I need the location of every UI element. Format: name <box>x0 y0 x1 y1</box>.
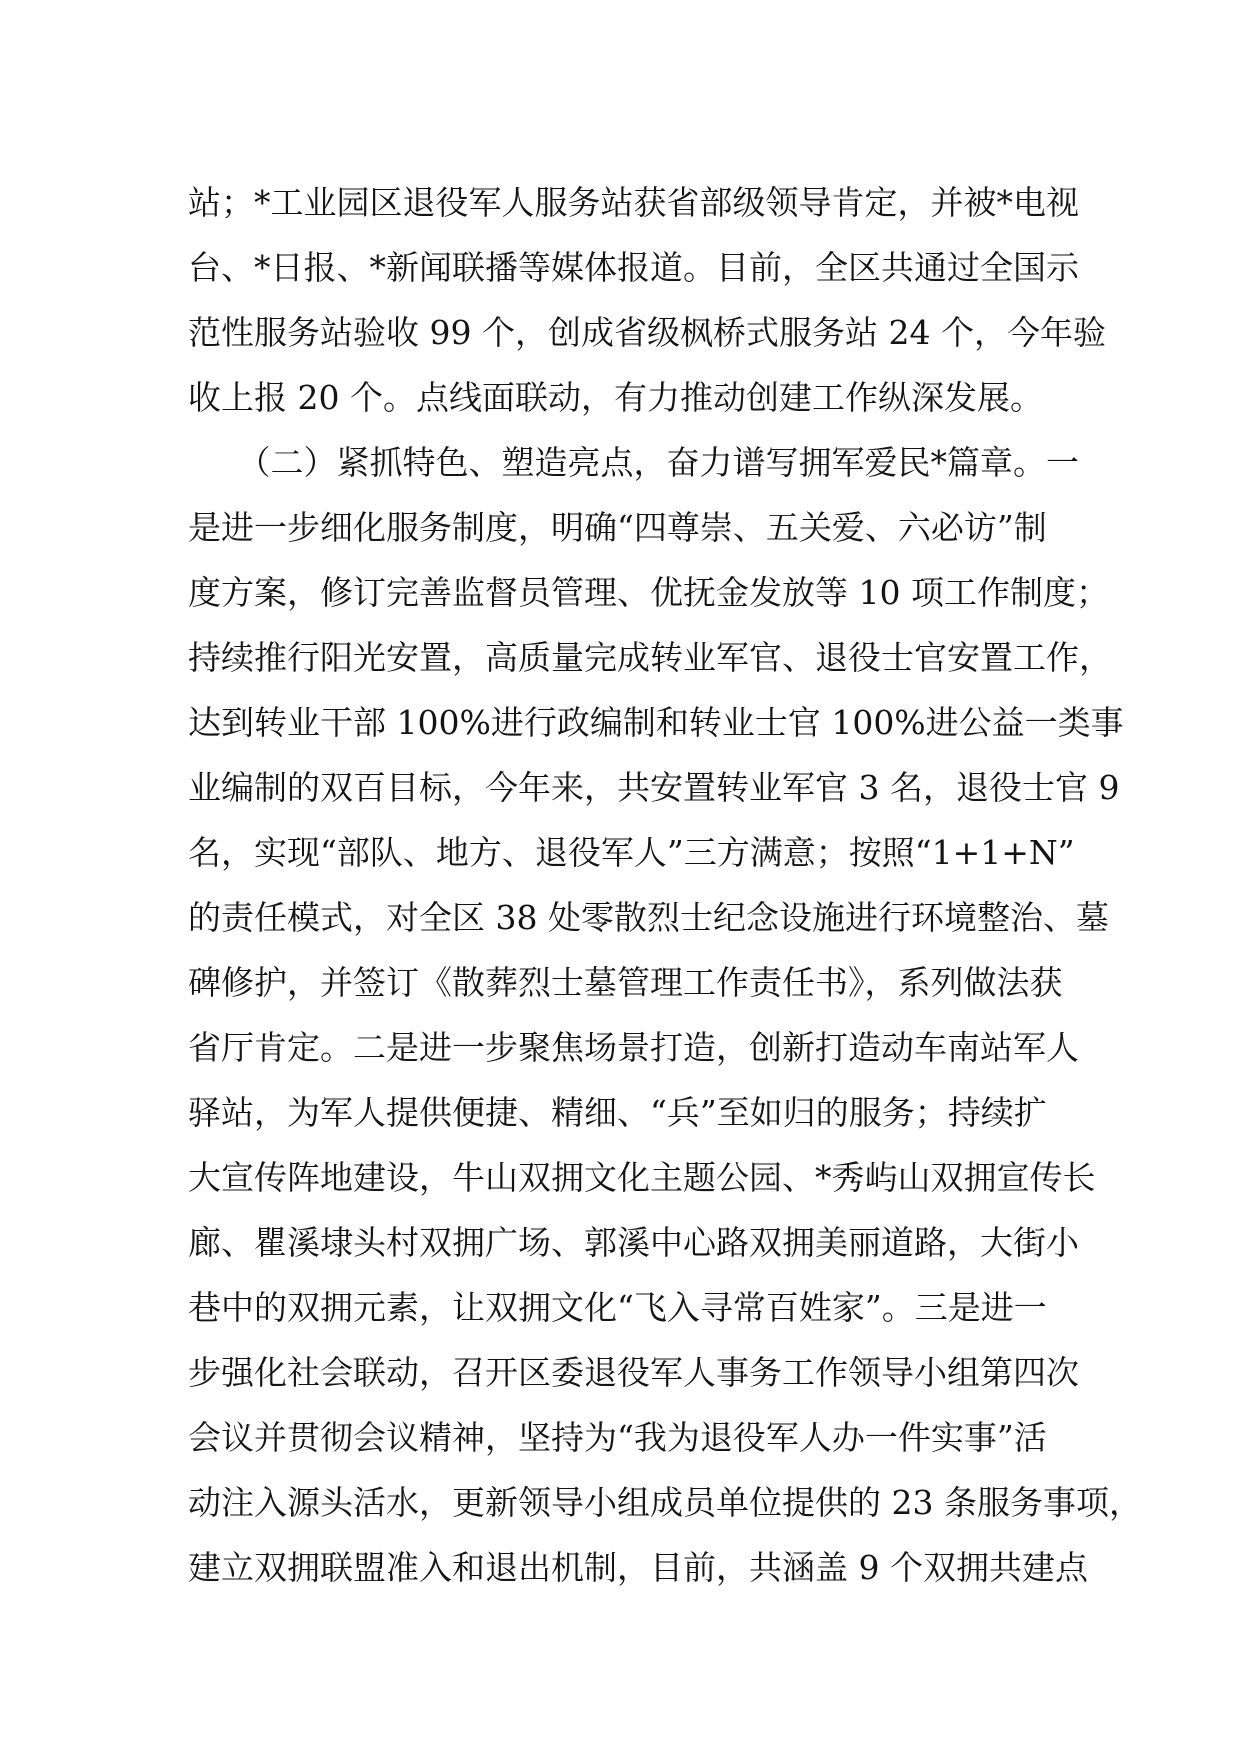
text-line: 台、*日报、*新闻联播等媒体报道。目前，全区共通过全国示 <box>188 248 1079 287</box>
body-text <box>188 170 1142 1600</box>
text-line: 站；*工业园区退役军人服务站获省部级领导肯定，并被*电视 <box>188 183 1079 222</box>
text-line: 动注入源头活水，更新领导小组成员单位提供的 23 条服务事项， <box>188 1483 1142 1522</box>
text-line: 名，实现“部队、地方、退役军人”三方满意；按照“1+1+N” <box>188 833 1075 872</box>
text-line: 会议并贯彻会议精神，坚持为“我为退役军人办一件实事”活 <box>188 1418 1047 1457</box>
text-line: 范性服务站验收 99 个，创成省级枫桥式服务站 24 个，今年验 <box>188 313 1106 352</box>
text-line: 收上报 20 个。点线面联动，有力推动创建工作纵深发展。 <box>188 378 1043 417</box>
text-line: 的责任模式，对全区 38 处零散烈士纪念设施进行环境整治、墓 <box>188 898 1109 937</box>
text-line: 业编制的双百目标，今年来，共安置转业军官 3 名，退役士官 9 <box>188 768 1120 807</box>
text-line: 度方案，修订完善监督员管理、优抚金发放等 10 项工作制度； <box>188 573 1109 612</box>
text-line: （二）紧抓特色、塑造亮点，奋力谱写拥军爱民*篇章。一 <box>188 443 1079 482</box>
text-line: 省厅肯定。二是进一步聚焦场景打造，创新打造动车南站军人 <box>188 1028 1079 1067</box>
text-line: 达到转业干部 100%进行政编制和转业士官 100%进公益一类事 <box>188 703 1124 742</box>
text-line: 是进一步细化服务制度，明确“四尊崇、五关爱、六必访”制 <box>188 508 1047 547</box>
text-line: 碑修护，并签订《散葬烈士墓管理工作责任书》，系列做法获 <box>188 963 1063 1002</box>
text-line: 步强化社会联动，召开区委退役军人事务工作领导小组第四次 <box>188 1353 1079 1392</box>
text-line: 建立双拥联盟准入和退出机制，目前，共涵盖 9 个双拥共建点 <box>188 1548 1088 1587</box>
text-line: 大宣传阵地建设，牛山双拥文化主题公园、*秀屿山双拥宣传长 <box>188 1158 1096 1197</box>
text-line: 驿站，为军人提供便捷、精细、“兵”至如归的服务；持续扩 <box>188 1093 1047 1132</box>
text-line: 廊、瞿溪埭头村双拥广场、郭溪中心路双拥美丽道路，大街小 <box>188 1223 1079 1262</box>
text-line: 持续推行阳光安置，高质量完成转业军官、退役士官安置工作， <box>188 638 1112 677</box>
text-line: 巷中的双拥元素，让双拥文化“飞入寻常百姓家”。三是进一 <box>188 1288 1047 1327</box>
